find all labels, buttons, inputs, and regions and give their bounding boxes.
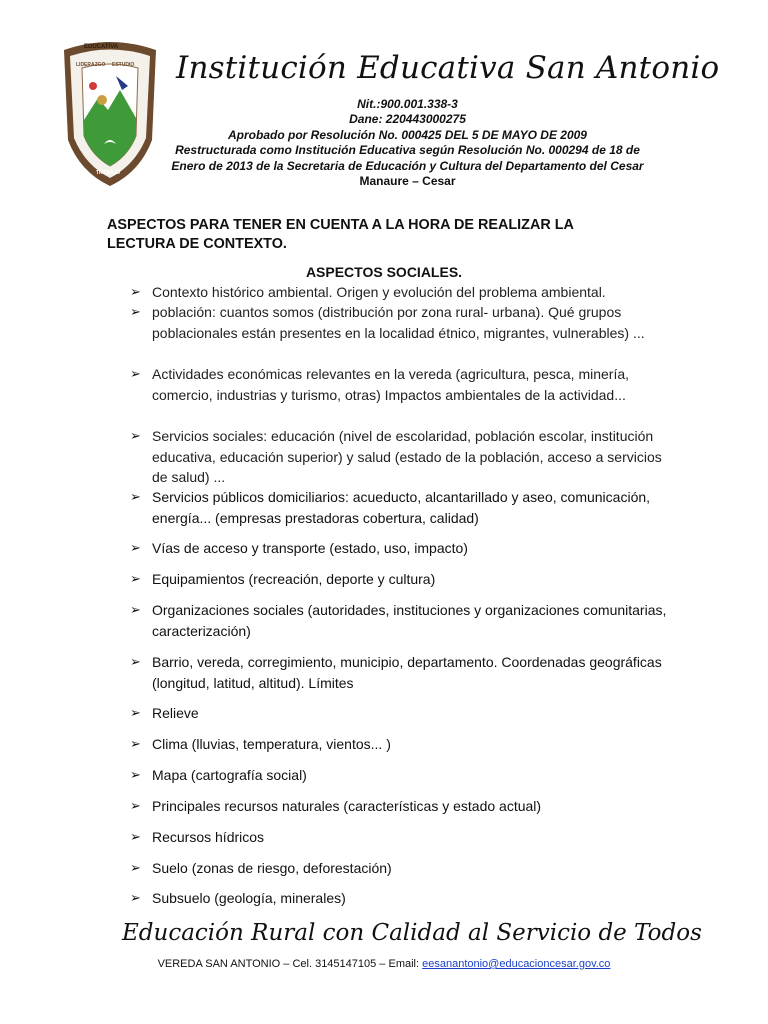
arrow-bullet-icon: ➢ bbox=[130, 428, 141, 443]
list-item-text: Suelo (zonas de riesgo, deforestación) bbox=[152, 860, 392, 876]
arrow-bullet-icon: ➢ bbox=[130, 489, 141, 504]
list-item bbox=[130, 487, 670, 528]
logo-word-educativa: EDUCATIVA bbox=[84, 44, 119, 50]
list-item-text: población: cuantos somos (distribución por zona rural- urbana). Qué grupos poblacionales están presentes en la localidad étnico, migrantes, vulnerables) ... bbox=[152, 304, 645, 341]
footer-motto: Educación Rural con Calidad al Servicio de Todos bbox=[122, 920, 702, 946]
list-item-text: Actividades económicas relevantes en la vereda (agricultura, pesca, minería, comercio, industrias y turismo, otras) Impactos ambientales de la actividad... bbox=[152, 366, 630, 403]
arrow-bullet-icon: ➢ bbox=[130, 829, 141, 844]
document-title bbox=[107, 216, 667, 254]
arrow-bullet-icon: ➢ bbox=[130, 366, 141, 381]
arrow-bullet-icon: ➢ bbox=[130, 860, 141, 875]
institution-logo bbox=[60, 40, 160, 190]
list-item-text: Organizaciones sociales (autoridades, instituciones y organizaciones comunitarias, caracterización) bbox=[152, 602, 667, 639]
list-item-text: Clima (lluvias, temperatura, vientos... ) bbox=[152, 736, 391, 752]
list-item bbox=[130, 858, 670, 879]
list-item-text: Principales recursos naturales (características y estado actual) bbox=[152, 798, 542, 814]
list-item-text: Relieve bbox=[152, 705, 199, 721]
document-title-line-1: ASPECTOS PARA TENER EN CUENTA A LA HORA DE REALIZAR LA bbox=[107, 217, 574, 233]
list-item-text: Servicios públicos domiciliarios: acueducto, alcantarillado y aseo, comunicación, energía... (empresas prestadoras cobertura, calidad) bbox=[152, 489, 651, 526]
arrow-bullet-icon: ➢ bbox=[130, 540, 141, 555]
list-item bbox=[130, 703, 670, 724]
list-item-text: Equipamientos (recreación, deporte y cultura) bbox=[152, 571, 436, 587]
list-item bbox=[130, 282, 670, 303]
list-item bbox=[130, 538, 670, 559]
logo-word-liderazgo: LIDERAZGO bbox=[76, 62, 106, 68]
restructured-line-2: Enero de 2013 de la Secretaria de Educación y Cultura del Departamento del Cesar bbox=[171, 158, 644, 173]
logo-word-trabajo: TRABAJO bbox=[96, 170, 121, 176]
document-title-line-2: LECTURA DE CONTEXTO. bbox=[107, 236, 287, 252]
arrow-bullet-icon: ➢ bbox=[130, 767, 141, 782]
list-item bbox=[130, 734, 670, 755]
list-item-text: Vías de acceso y transporte (estado, uso, impacto) bbox=[152, 540, 468, 556]
approval-line: Aprobado por Resolución No. 000425 DEL 5 DE MAYO DE 2009 bbox=[228, 127, 587, 142]
dane-line: Dane: 220443000275 bbox=[349, 112, 466, 127]
list-item-text: Barrio, vereda, corregimiento, municipio, departamento. Coordenadas geográficas (longitud, latitud, altitud). Límites bbox=[152, 654, 662, 691]
list-item bbox=[130, 426, 670, 488]
list-item bbox=[130, 765, 670, 786]
institution-name: Institución Educativa San Antonio bbox=[176, 50, 720, 86]
list-item bbox=[130, 827, 670, 848]
arrow-bullet-icon: ➢ bbox=[130, 284, 141, 299]
arrow-bullet-icon: ➢ bbox=[130, 890, 141, 905]
list-item bbox=[130, 364, 670, 405]
section-title bbox=[0, 264, 768, 280]
list-item-text: Servicios sociales: educación (nivel de escolaridad, población escolar, institución educativa, educación superior) y salud (estado de la población, acceso a servicios de salud) ... bbox=[152, 428, 662, 485]
footer-email-link[interactable]: eesanantonio@educacioncesar.gov.co bbox=[422, 958, 611, 970]
list-item bbox=[130, 796, 670, 817]
arrow-bullet-icon: ➢ bbox=[130, 736, 141, 751]
list-item bbox=[130, 888, 670, 909]
list-item bbox=[130, 600, 670, 641]
restructured-line-1: Restructurada como Institución Educativa según Resolución No. 000294 de 18 de bbox=[175, 143, 640, 158]
arrow-bullet-icon: ➢ bbox=[130, 602, 141, 617]
arrow-bullet-icon: ➢ bbox=[130, 654, 141, 669]
list-item-text: Subsuelo (geología, minerales) bbox=[152, 890, 346, 906]
section-title-text: ASPECTOS SOCIALES. bbox=[305, 264, 463, 280]
footer-contact-text: VEREDA SAN ANTONIO – Cel. 3145147105 – Email: bbox=[157, 958, 423, 970]
list-item-text: Mapa (cartografía social) bbox=[152, 767, 307, 783]
list-item bbox=[130, 569, 670, 590]
institution-details bbox=[155, 97, 660, 189]
location-line: Manaure – Cesar bbox=[359, 174, 456, 189]
nit-line: Nit.:900.001.338-3 bbox=[357, 97, 458, 111]
arrow-bullet-icon: ➢ bbox=[130, 798, 141, 813]
arrow-bullet-icon: ➢ bbox=[130, 705, 141, 720]
list-item-text: Recursos hídricos bbox=[152, 829, 265, 845]
footer-contact bbox=[0, 958, 768, 970]
list-item bbox=[130, 652, 670, 693]
list-item-text: Contexto histórico ambiental. Origen y evolución del problema ambiental. bbox=[152, 284, 606, 300]
arrow-bullet-icon: ➢ bbox=[130, 304, 141, 319]
logo-word-estudio: ESTUDIO bbox=[112, 62, 135, 68]
list-item bbox=[130, 302, 670, 343]
arrow-bullet-icon: ➢ bbox=[130, 571, 141, 586]
